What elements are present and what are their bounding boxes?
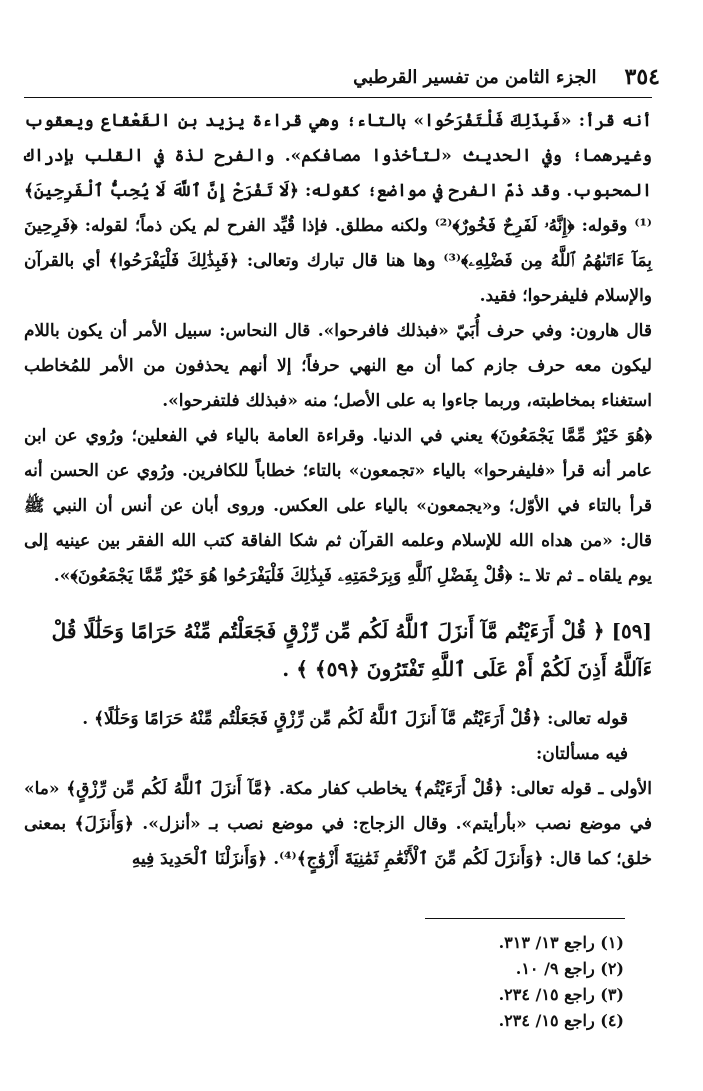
footnote: (٢) راجع ٩/ ١٠.	[515, 959, 624, 978]
footnote: (٣) راجع ١٥/ ٢٣٤.	[498, 985, 624, 1004]
footnotes	[24, 930, 624, 1034]
paragraph: ﴿هُوَ خَيْرٌ مِّمَّا يَجْمَعُونَ﴾ يعني في الدنيا. وقراءة العامة بالياء في الفعلين؛ ورُوي عن ابن عامر أنه قرأ «فليفرحوا» بالياء «تجمعون» بالتاء؛ خطاباً للكافرين. ورُوي عن الحسن أنه قرأ بالتاء في الأوّل؛ و«يجمعون» بالياء على العكس. وروى أبان عن أنس أن النبي ﷺ قال: «من هداه الله للإسلام وعلمه القرآن ثم شكا الفاقة كتب الله الفقر بين عينيه إلى يوم يلقاه ـ ثم تلا ـ: ﴿قُلْ بِفَضْلِ ٱللَّهِ وَبِرَحْمَتِهِۦ فَبِذَٰلِكَ فَلْيَفْرَحُوا هُوَ خَيْرٌ مِّمَّا يَجْمَعُونَ﴾».	[24, 426, 652, 586]
page-header	[30, 62, 660, 92]
footnote: (٤) راجع ١٥/ ٢٣٤.	[498, 1011, 624, 1030]
commentary-text	[24, 104, 652, 594]
paragraph: الأولى ـ قوله تعالى: ﴿قُلْ أَرَءَيْتُم﴾ يخاطب كفار مكة. ﴿مَّآ أَنزَلَ ٱللَّهُ لَكُم مِّن رِّزْقٍ﴾ «ما» في موضع نصب «بأرأيتم». وقال الزجاج: في موضع نصب بـ «أنزل». ﴿وَأَنزَلَ﴾ بمعنى خلق؛ كما قال: ﴿وَأَنزَلَ لَكُم مِّنَ ٱلْأَنْعَٰمِ ثَمَٰنِيَةَ أَزْوَٰجٍ﴾⁽⁴⁾. ﴿وَأَنزَلْنَا ٱلْحَدِيدَ فِيهِ	[24, 779, 652, 869]
paragraph: قوله تعالى: ﴿قُلْ أَرَءَيْتُم مَّآ أَنزَلَ ٱللَّهُ لَكُم مِّن رِّزْقٍ فَجَعَلْتُم مِّنْهُ حَرَامًا وَحَلَٰلًا﴾ .	[82, 709, 628, 729]
commentary-text-2	[24, 702, 652, 877]
paragraph: قال هارون: وفي حرف أُبَيّ «فبذلك فافرحوا». قال النحاس: سبيل الأمر أن يكون باللام ليكون معه حرف جازم كما أن مع النهي حرفاً؛ إلا أنهم يحذفون من الأمر للمُخاطب استغناء بمخاطبته، وربما جاءوا به على الأصل؛ منه «فبذلك فلتفرحوا».	[24, 321, 652, 411]
footnote: (١) راجع ١٣/ ٣١٣.	[498, 933, 624, 952]
paragraph: أنه قرأ: «فَبِذَلِكَ فَلْتَفْرَحُوا» بالتاء؛ وهي قراءة يزيد بن القَعْقاع ويعقوب وغيرهما؛ وفي الحديث «لتأخذوا مصافكم». والفرح لذة في القلب بإدراك المحبوب. وقد ذمّ الفرح في مواضع؛ كقوله: ﴿لَا تَفْرَحْ إِنَّ ٱللَّهَ لَا يُحِبُّ ٱلْفَرِحِينَ﴾⁽¹⁾ وقوله: ﴿إِنَّهُۥ لَفَرِحٌ فَخُورٌ﴾⁽²⁾ ولكنه مطلق. فإذا قُيِّد الفرح لم يكن ذماً؛ لقوله: ﴿فَرِحِينَ بِمَآ ءَاتَىٰهُمُ ٱللَّهُ مِن فَضْلِهِۦ﴾⁽³⁾ وها هنا قال تبارك وتعالى: ﴿فَبِذَٰلِكَ فَلْيَفْرَحُوا﴾ أي بالقرآن والإسلام فليفرحوا؛ فقيد.	[24, 111, 652, 306]
page-number: ٣٥٤	[624, 64, 660, 90]
quran-verse: [٥٩] ﴿ قُلْ أَرَءَيْتُم مَّآ أَنزَلَ ٱللَّهُ لَكُم مِّن رِّزْقٍ فَجَعَلْتُم مِّنْهُ حَرَامًا وَحَلَٰلًا قُلْ ءَآللَّهُ أَذِنَ لَكُمْ أَمْ عَلَى ٱللَّهِ تَفْتَرُونَ ﴿٥٩﴾ ﴾ .	[51, 619, 652, 681]
header-rule	[24, 97, 652, 98]
footnote-rule	[425, 918, 625, 919]
paragraph: فيه مسألتان:	[536, 744, 628, 764]
running-title: الجزء الثامن من تفسير القرطبي	[353, 66, 597, 88]
